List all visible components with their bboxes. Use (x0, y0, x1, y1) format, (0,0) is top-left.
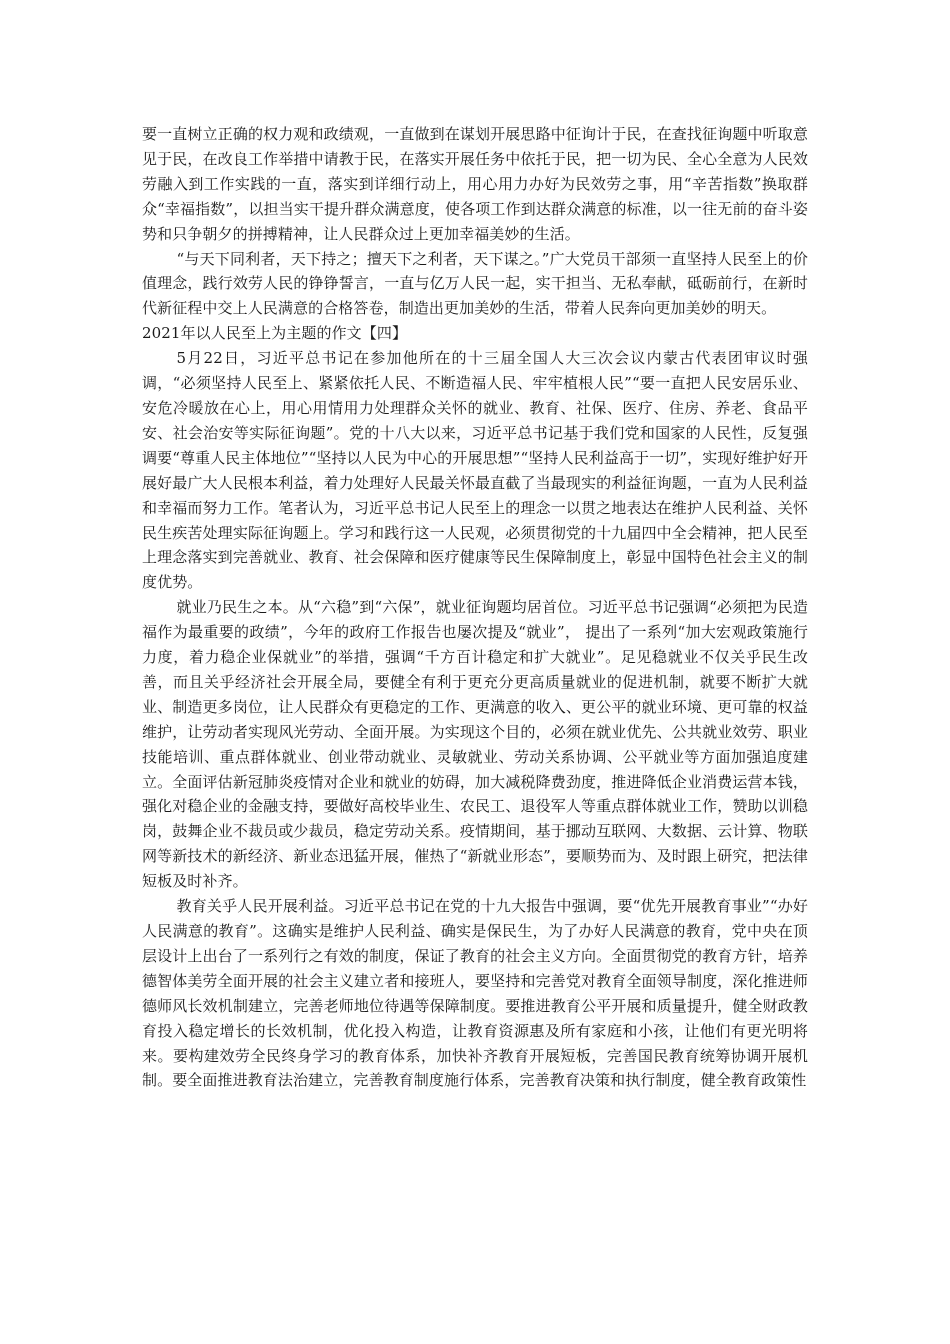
paragraph-education: 教育关乎人民开展利益。习近平总书记在党的十九大报告中强调，要“优先开展教育事业”“办好人民满意的教育”。这确实是维护人民利益、确实是保民生，为了办好人民满意的教育，党中央在顶层设计上出台了一系列行之有效的制度，保证了教育的社会主义方向。全面贯彻党的教育方针，培养德智体美劳全面开展的社会主义建立者和接班人，要坚持和完善党对教育全面领导制度，深化推进师德师风长效机制建立，完善老师地位待遇等保障制度。要推进教育公平开展和质量提升，健全财政教育投入稳定增长的长效机制，优化投入构造，让教育资源惠及所有家庭和小孩，让他们有更光明将来。要构建效劳全民终身学习的教育体系，加快补齐教育开展短板，完善国民教育统筹协调开展机制。要全面推进教育法治建立，完善教育制度施行体系，完善教育决策和执行制度，健全教育政策性 (142, 897, 808, 1090)
paragraph-intro: 5月22日，习近平总书记在参加他所在的十三届全国人大三次会议内蒙古代表团审议时强调，“必须坚持人民至上、紧紧依托人民、不断造福人民、牢牢植根人民”“要一直把人民安居乐业、安危冷暖放在心上，用心用情用力处理群众关怀的就业、教育、社保、医疗、住房、养老、食品平安、社会治安等实际征询题”。党的十八大以来，习近平总书记基于我们党和国家的人民性，反复强调要“尊重人民主体地位”“坚持以人民为中心的开展思想”“坚持人民利益高于一切”，实现好维护好开展好最广大人民根本利益，着力处理好人民最关怀最直截了当最现实的利益征询题，一直为人民利益和幸福而努力工作。笔者认为，习近平总书记人民至上的理念一以贯之地表达在维护人民利益、关怀民生疾苦处理实际征询题上。学习和践行这一人民观，必须贯彻党的十九届四中全会精神，把人民至上理念落实到完善就业、教育、社会保障和医疗健康等民生保障制度上，彰显中国特色社会主义的制度优势。 (142, 349, 808, 592)
paragraph-employment: 就业乃民生之本。从“六稳”到“六保”，就业征询题均居首位。习近平总书记强调“必须把为民造福作为最重要的政绩”，今年的政府工作报告也屡次提及“就业”， 提出了一系列“加大宏观政策施行力度，着力稳企业保就业”的举措，强调“千方百计稳定和扩大就业”。足见稳就业不仅关乎民生改善，而且关乎经济社会开展全局，要健全有利于更充分更高质量就业的促进机制，就要不断扩大就业、制造更多岗位，让人民群众有更稳定的工作、更满意的收入、更公平的就业环境、更可靠的权益维护，让劳动者实现风光劳动、全面开展。为实现这个目的，必须在就业优先、公共就业效劳、职业技能培训、重点群体就业、创业带动就业、灵敏就业、劳动关系协调、公平就业等方面加强追度建立。全面评估新冠肺炎疫情对企业和就业的妨碍，加大减税降费劲度，推进降低企业消费运营本钱，强化对稳企业的金融支持，要做好高校毕业生、农民工、退役军人等重点群体就业工作，赞助以训稳岗，鼓舞企业不裁员或少裁员，稳定劳动关系。疫情期间，基于挪动互联网、大数据、云计算、物联网等新技术的新经济、新业态迅猛开展，催热了“新就业形态”，要顺势而为、及时跟上研究，把法律短板及时补齐。 (142, 598, 808, 891)
paragraph-continued: 要一直树立正确的权力观和政绩观，一直做到在谋划开展思路中征询计于民，在查找征询题中听取意见于民，在改良工作举措中请教于民，在落实开展任务中依托于民，把一切为民、全心全意为人民效劳融入到工作实践的一直，落实到详细行动上，用心用力办好为民效劳之事，用“辛苦指数”换取群众“幸福指数”，以担当实干提升群众满意度，使各项工作到达群众满意的标准，以一往无前的奋斗姿势和只争朝夕的拼搏精神，让人民群众过上更加幸福美妙的生活。 (142, 125, 808, 243)
section-heading: 2021年以人民至上为主题的作文【四】 (142, 324, 408, 343)
paragraph-quote: “与天下同利者，天下持之；擅天下之利者，天下谋之。”广大党员干部须一直坚持人民至上的价值理念，践行效劳人民的铮铮誓言，一直与亿万人民一起，实干担当、无私奉献，砥砺前行，在新时代新征程中交上人民满意的合格答卷，制造出更加美妙的生活，带着人民奔向更加美妙的明天。 (142, 249, 808, 318)
document-page (142, 122, 808, 1093)
